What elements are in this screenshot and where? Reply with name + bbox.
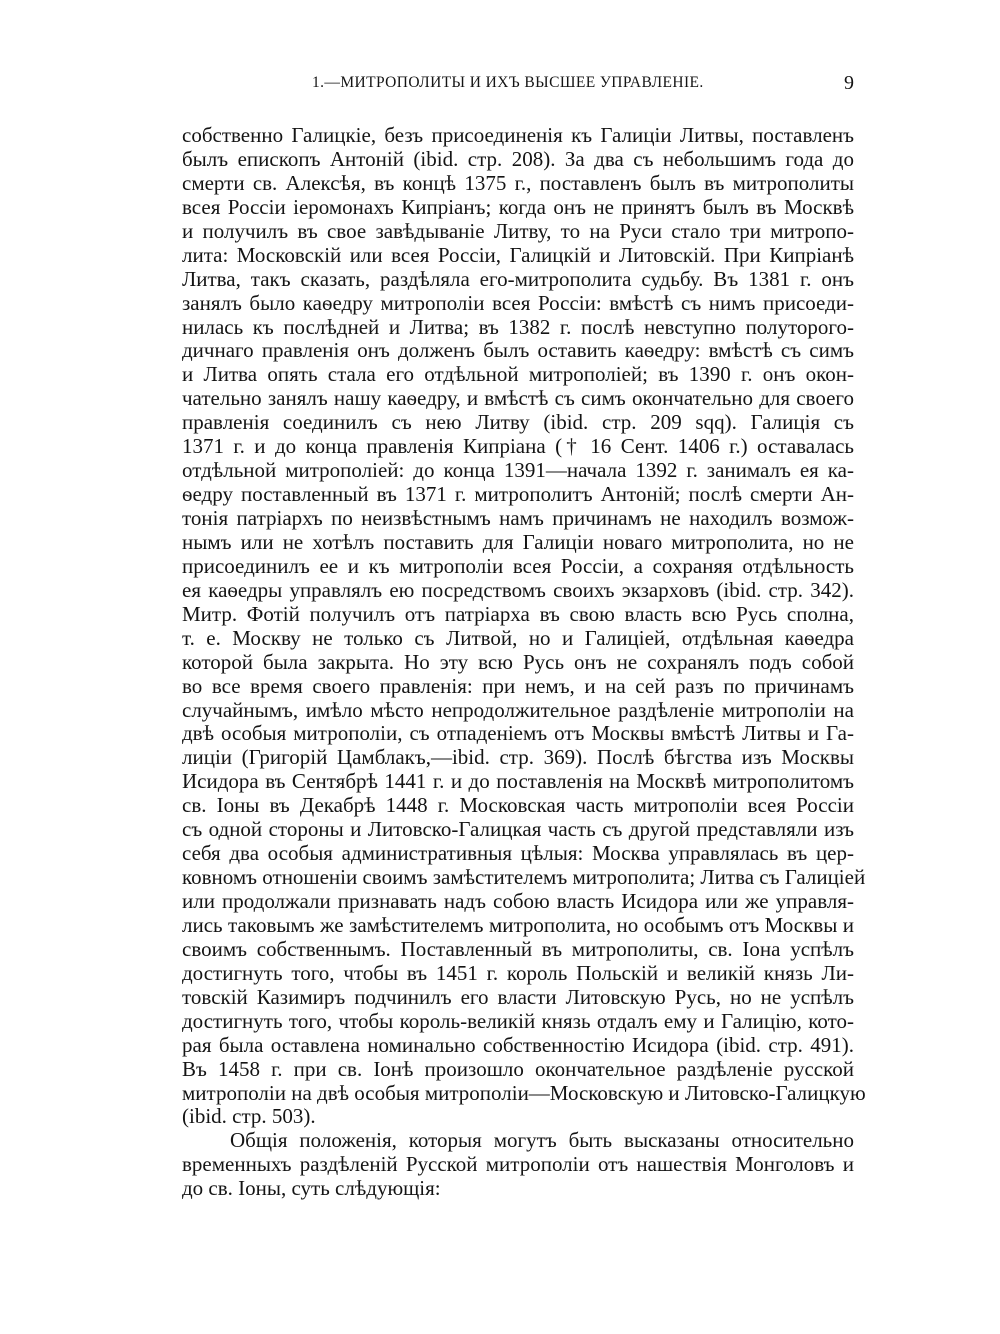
text-line: или продолжали признавать надъ собою власть Исидора или же управля- <box>182 889 854 913</box>
text-line: во все время своего правленія: при немъ, и на сей разъ по причинамъ <box>182 673 854 698</box>
text-line: нилась къ послѣдней и Литва; въ 1382 г. послѣ невступно полуторого- <box>182 314 854 339</box>
text-line: св. Іоны въ Декабрѣ 1448 г. Московская часть митрополіи всея Россіи <box>182 793 854 818</box>
text-line: ея каѳедры управлялъ ею посредствомъ своихъ экзарховъ (ibid. стр. 342). <box>182 577 854 602</box>
text-line: митрополіи на двѣ особыя митрополіи—Московскую и Литовско-Галицкую <box>182 1080 866 1105</box>
text-line: товскій Казимиръ подчинилъ его власти Литовскую Русь, но не успѣлъ <box>182 984 854 1009</box>
text-line: лита: Московскій или всея Россіи, Галицкій и Литовскій. При Кипріанѣ <box>182 242 854 267</box>
text-line: чательно занялъ нашу каѳедру, и вмѣстѣ съ симъ окончательно для своего <box>182 386 854 411</box>
text-line: своимъ собственнымъ. Поставленный въ митрополиты, св. Іона успѣлъ <box>182 936 854 961</box>
paragraph <box>182 1129 854 1201</box>
text-line: временныхъ раздѣленій Русской митрополіи отъ нашествія Монголовъ и <box>182 1152 854 1177</box>
text-line: достигнуть того, чтобы король-великій князь отдалъ ему и Галицію, кото- <box>182 1008 854 1033</box>
text-line: Въ 1458 г. при св. Іонѣ произошло окончательное раздѣленіе русской <box>182 1056 854 1081</box>
text-line: рая была оставлена номинально собственностію Исидора (ibid. стр. 491). <box>182 1032 854 1057</box>
running-header <box>182 74 854 98</box>
text-line: которой была закрыта. Но эту всю Русь онъ не сохранялъ подъ собой <box>182 649 854 674</box>
text-line: Исидора въ Сентябрѣ 1441 г. и до поставленія на Москвѣ митрополитомъ <box>182 769 854 794</box>
text-line: дичнаго правленія онъ долженъ былъ оставить каѳедру: вмѣстѣ съ симъ <box>182 338 854 363</box>
text-line: собственно Галицкіе, безъ присоединенія къ Галиціи Литвы, поставленъ <box>182 123 854 147</box>
text-line: всея Россіи іеромонахъ Кипріанъ; когда онъ не принятъ былъ въ Москвѣ <box>182 194 854 219</box>
text-line: и Литва опять стала его отдѣльной митрополіей; въ 1390 г. онъ окон- <box>182 362 854 387</box>
text-line: себя два особыя административныя цѣлыя: Москва управлялась въ цер- <box>182 841 854 866</box>
text-line: смерти св. Алексѣя, въ концѣ 1375 г., поставленъ былъ въ митрополиты <box>182 170 854 195</box>
text-line: Митр. Фотій получилъ отъ патріарха въ свою власть всю Русь сполна, <box>182 601 854 626</box>
text-line: т. е. Москву не только съ Литвой, но и Галиціей, отдѣльная каѳедра <box>182 625 854 650</box>
text-line: Литва, такъ сказать, раздѣляла его-митрополита судьбу. Въ 1381 г. онъ <box>182 266 854 291</box>
text-line: до св. Іоны, суть слѣдующія: <box>182 1176 441 1201</box>
text-line: нымъ или не хотѣлъ поставить для Галиціи новаго митрополита, но не <box>182 529 854 554</box>
text-line: и получилъ въ свое завѣдываніе Литву, то на Руси стало три митропо- <box>182 218 854 243</box>
text-line: (ibid. стр. 503). <box>182 1104 316 1129</box>
text-line: занялъ было каѳедру митрополіи всея Россіи: вмѣстѣ съ нимъ присоеди- <box>182 290 854 315</box>
text-line: случайнымъ, имѣло мѣсто непродолжительное раздѣленіе митрополіи на <box>182 697 854 722</box>
text-line: лись таковымъ же замѣстителемъ митрополита, но особымъ отъ Москвы и <box>182 912 854 937</box>
text-line: былъ епископъ Антоній (ibid. стр. 208). За два съ небольшимъ года до <box>182 146 854 171</box>
page-number: 9 <box>844 72 854 94</box>
text-line: 1371 г. и до конца правленія Кипріана († 16 Сент. 1406 г.) оставалась <box>182 434 854 459</box>
text-line: ѳедру поставленный въ 1371 г. митрополитъ Антоній; послѣ смерти Ан- <box>182 482 854 507</box>
text-line: присоединилъ ее и къ митрополіи всея Россіи, а сохраняя отдѣльность <box>182 553 854 578</box>
text-line: тонія патріархъ по неизвѣстнымъ намъ причинамъ не находилъ возмож- <box>182 506 854 530</box>
chapter-title: 1.—МИТРОПОЛИТЫ И ИХЪ ВЫСШЕЕ УПРАВЛЕНІЕ. <box>312 74 704 91</box>
paragraph <box>182 123 866 1129</box>
text-line: ковномъ отношеніи своимъ замѣстителемъ митрополита; Литва съ Галиціей <box>182 865 866 890</box>
body-text <box>182 123 866 1201</box>
text-line: правленія соединилъ съ нею Литву (ibid. стр. 209 sqq). Галиція съ <box>182 410 854 435</box>
text-line: достигнуть того, чтобы въ 1451 г. король Польскій и великій князь Ли- <box>182 960 854 985</box>
text-line: съ одной стороны и Литовско-Галицкая часть съ другой представляли изъ <box>182 817 854 842</box>
text-line: Общія положенія, которыя могутъ быть высказаны относительно <box>230 1128 854 1153</box>
text-line: двѣ особыя митрополіи, съ отпаденіемъ отъ Москвы вмѣстѣ Литвы и Га- <box>182 721 854 746</box>
text-line: отдѣльной митрополіей: до конца 1391—начала 1392 г. занималъ ея ка- <box>182 458 854 483</box>
text-line: лиціи (Григорій Цамблакъ,—ibid. стр. 369). Послѣ бѣгства изъ Москвы <box>182 745 854 770</box>
